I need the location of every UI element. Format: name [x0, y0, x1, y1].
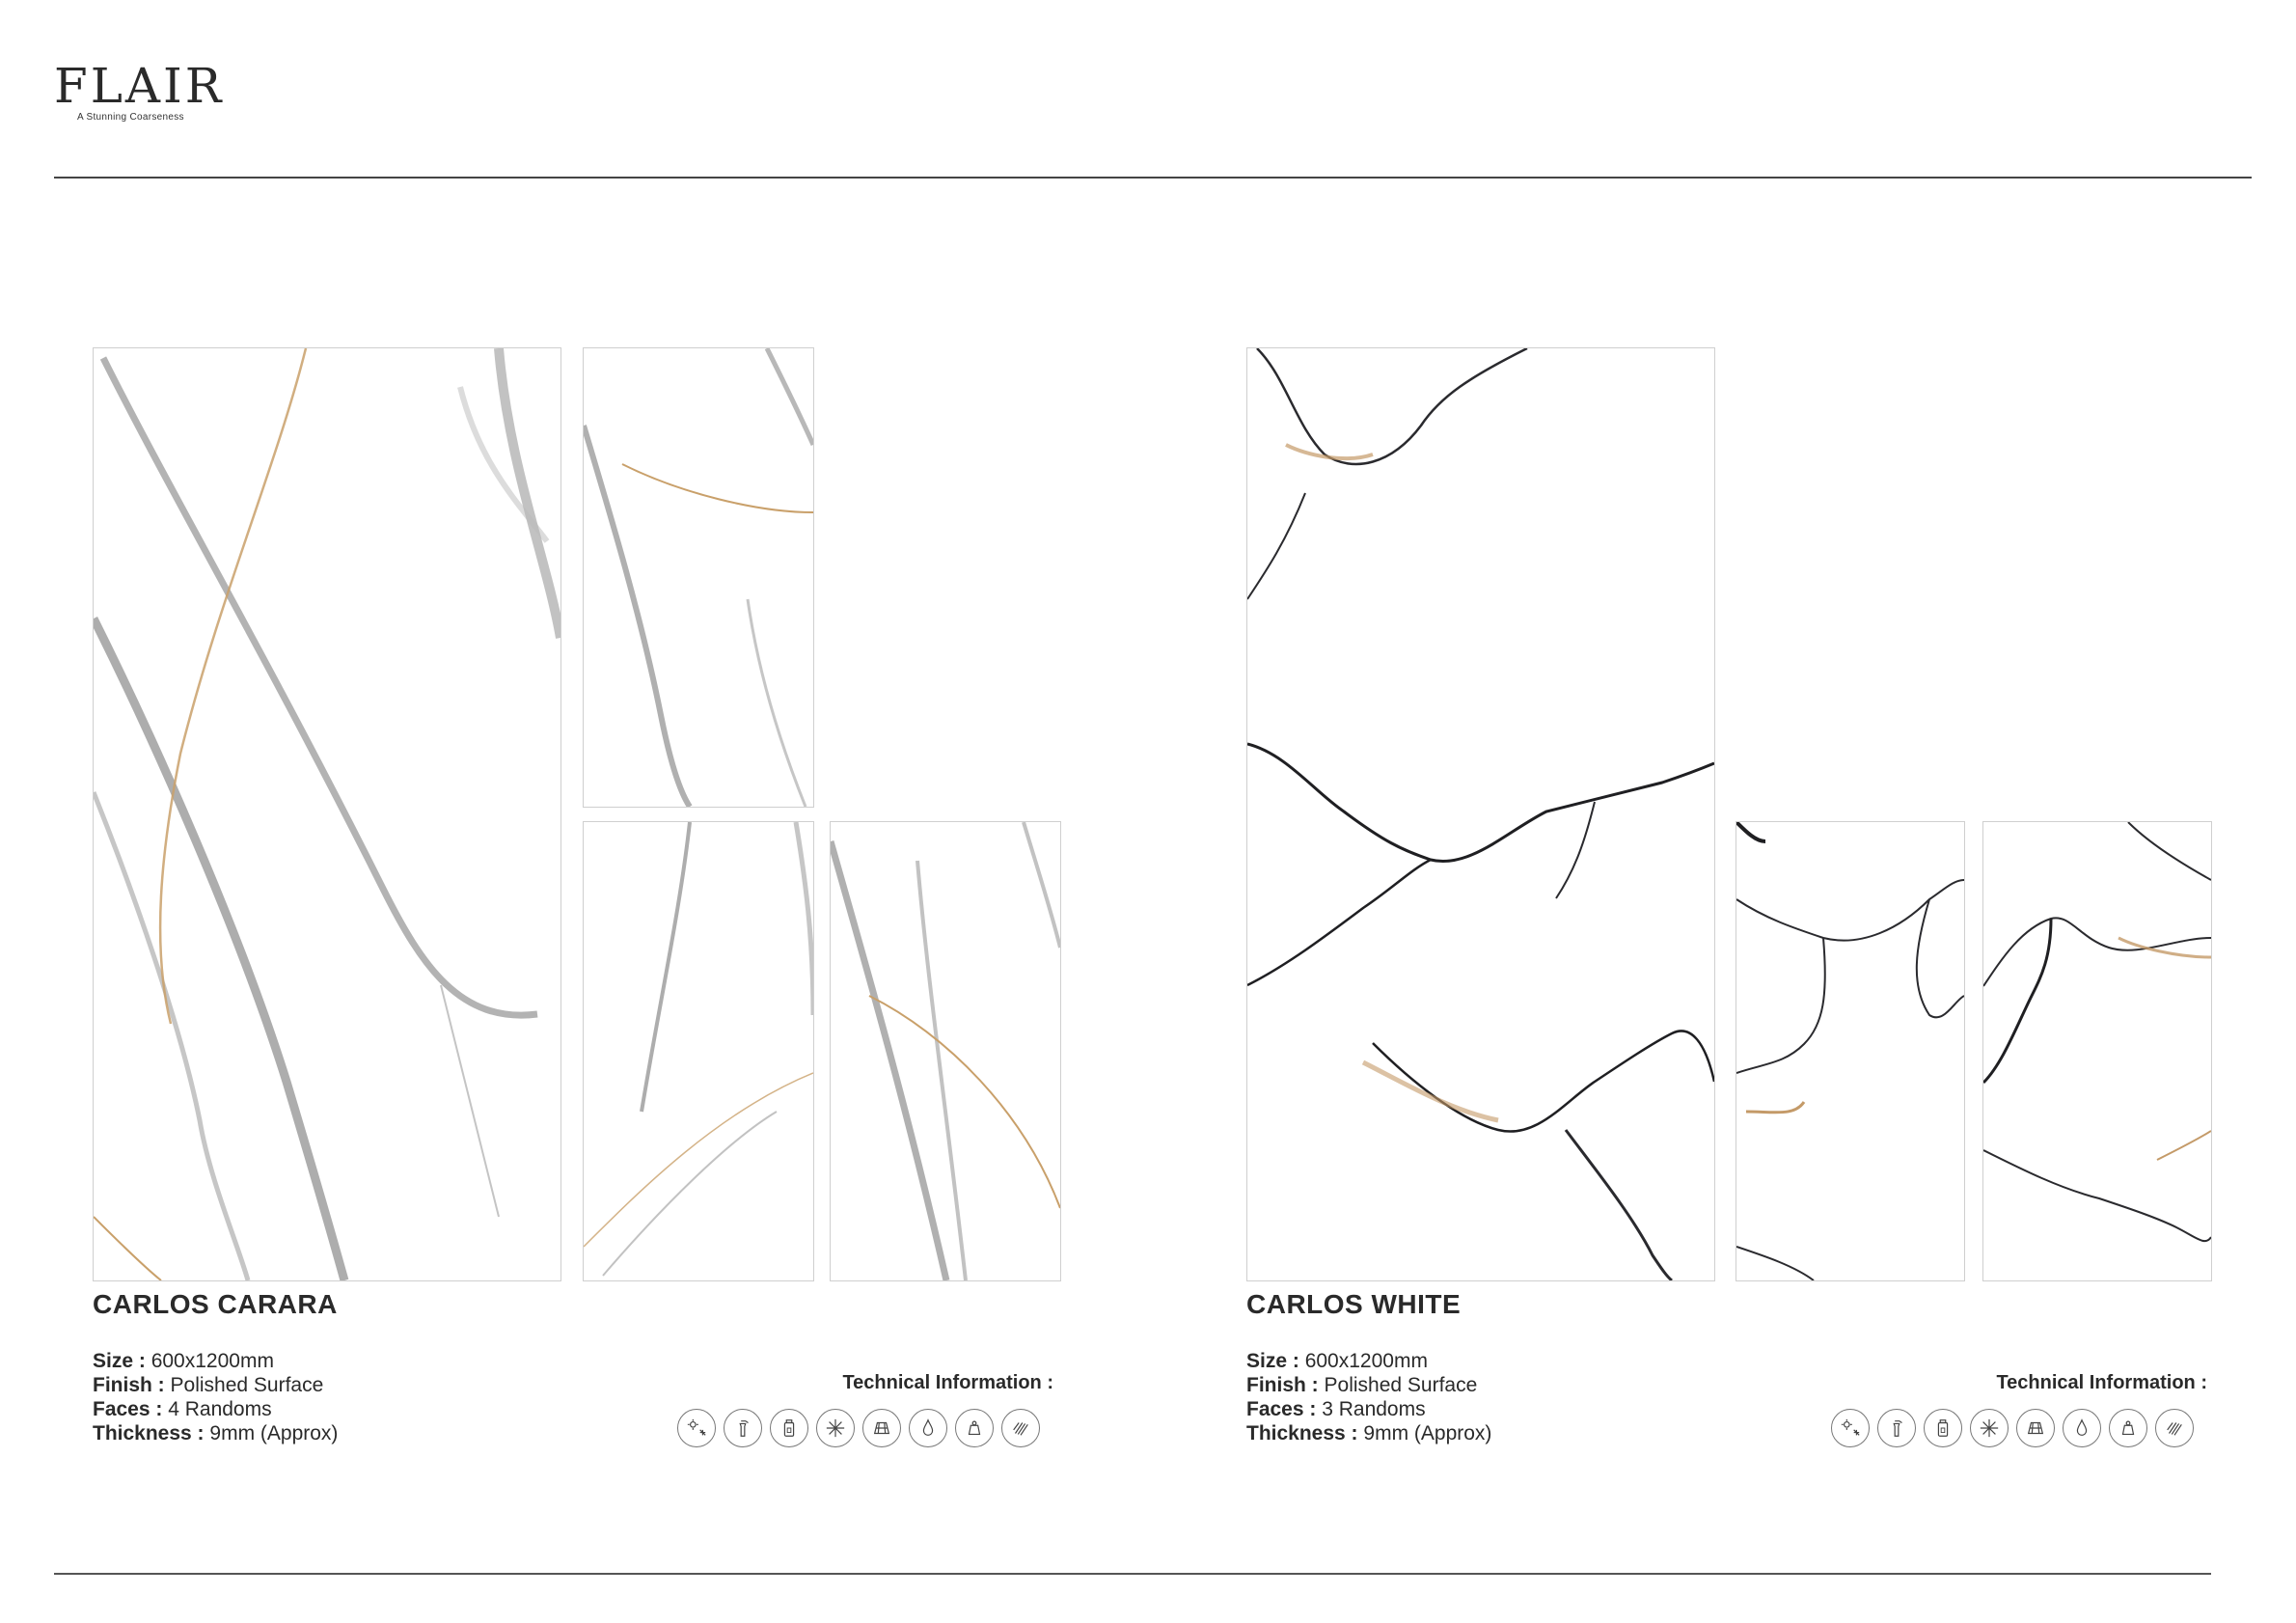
spec-faces: Faces : 4 Randoms: [93, 1398, 272, 1420]
footer-divider: [54, 1573, 2211, 1575]
heavy-traffic-icon: [2016, 1409, 2055, 1447]
stain-resistant-icon: [1877, 1409, 1916, 1447]
tile-carara-large: [93, 347, 561, 1281]
scratch-resistant-icon: [1001, 1409, 1040, 1447]
water-absorption-icon: [909, 1409, 947, 1447]
weight-icon: [955, 1409, 994, 1447]
chemical-resistant-icon: [770, 1409, 808, 1447]
spec-size: Size : 600x1200mm: [93, 1350, 274, 1372]
spec-faces: Faces : 3 Randoms: [1246, 1398, 1426, 1420]
frost-resistant-icon: [1831, 1409, 1870, 1447]
specs-white: [1246, 1349, 1491, 1445]
stain-resistant-icon: [724, 1409, 762, 1447]
spec-finish: Finish : Polished Surface: [1246, 1374, 1478, 1396]
brand-tagline: A Stunning Coarseness: [77, 112, 184, 123]
brand-name: FLAIR: [54, 58, 225, 114]
spec-thickness: Thickness : 9mm (Approx): [1246, 1422, 1492, 1444]
tile-carara-small-3: [830, 821, 1061, 1281]
product-name-carara: CARLOS CARARA: [93, 1289, 338, 1319]
product-name-white: CARLOS WHITE: [1246, 1289, 1462, 1319]
spec-finish: Finish : Polished Surface: [93, 1374, 324, 1396]
specs-carara: [93, 1349, 338, 1445]
tech-icons-white: [1831, 1409, 2194, 1447]
scratch-resistant-icon: [2155, 1409, 2194, 1447]
tech-info-title-white: Technical Information :: [1996, 1372, 2207, 1393]
header-divider: [54, 177, 2252, 179]
frost-icon: [1970, 1409, 2009, 1447]
water-absorption-icon: [2063, 1409, 2101, 1447]
tile-white-large: [1246, 347, 1715, 1281]
tech-info-title-carara: Technical Information :: [842, 1372, 1053, 1393]
frost-resistant-icon: [677, 1409, 716, 1447]
tile-white-small-2: [1982, 821, 2212, 1281]
tile-white-small-1: [1736, 821, 1965, 1281]
spec-size: Size : 600x1200mm: [1246, 1350, 1428, 1372]
brand-logo: [54, 58, 225, 123]
spec-thickness: Thickness : 9mm (Approx): [93, 1422, 339, 1444]
tile-carara-small-1: [583, 347, 814, 808]
tile-carara-small-2: [583, 821, 814, 1281]
frost-icon: [816, 1409, 855, 1447]
weight-icon: [2109, 1409, 2147, 1447]
heavy-traffic-icon: [862, 1409, 901, 1447]
tech-icons-carara: [677, 1409, 1040, 1447]
chemical-resistant-icon: [1924, 1409, 1962, 1447]
